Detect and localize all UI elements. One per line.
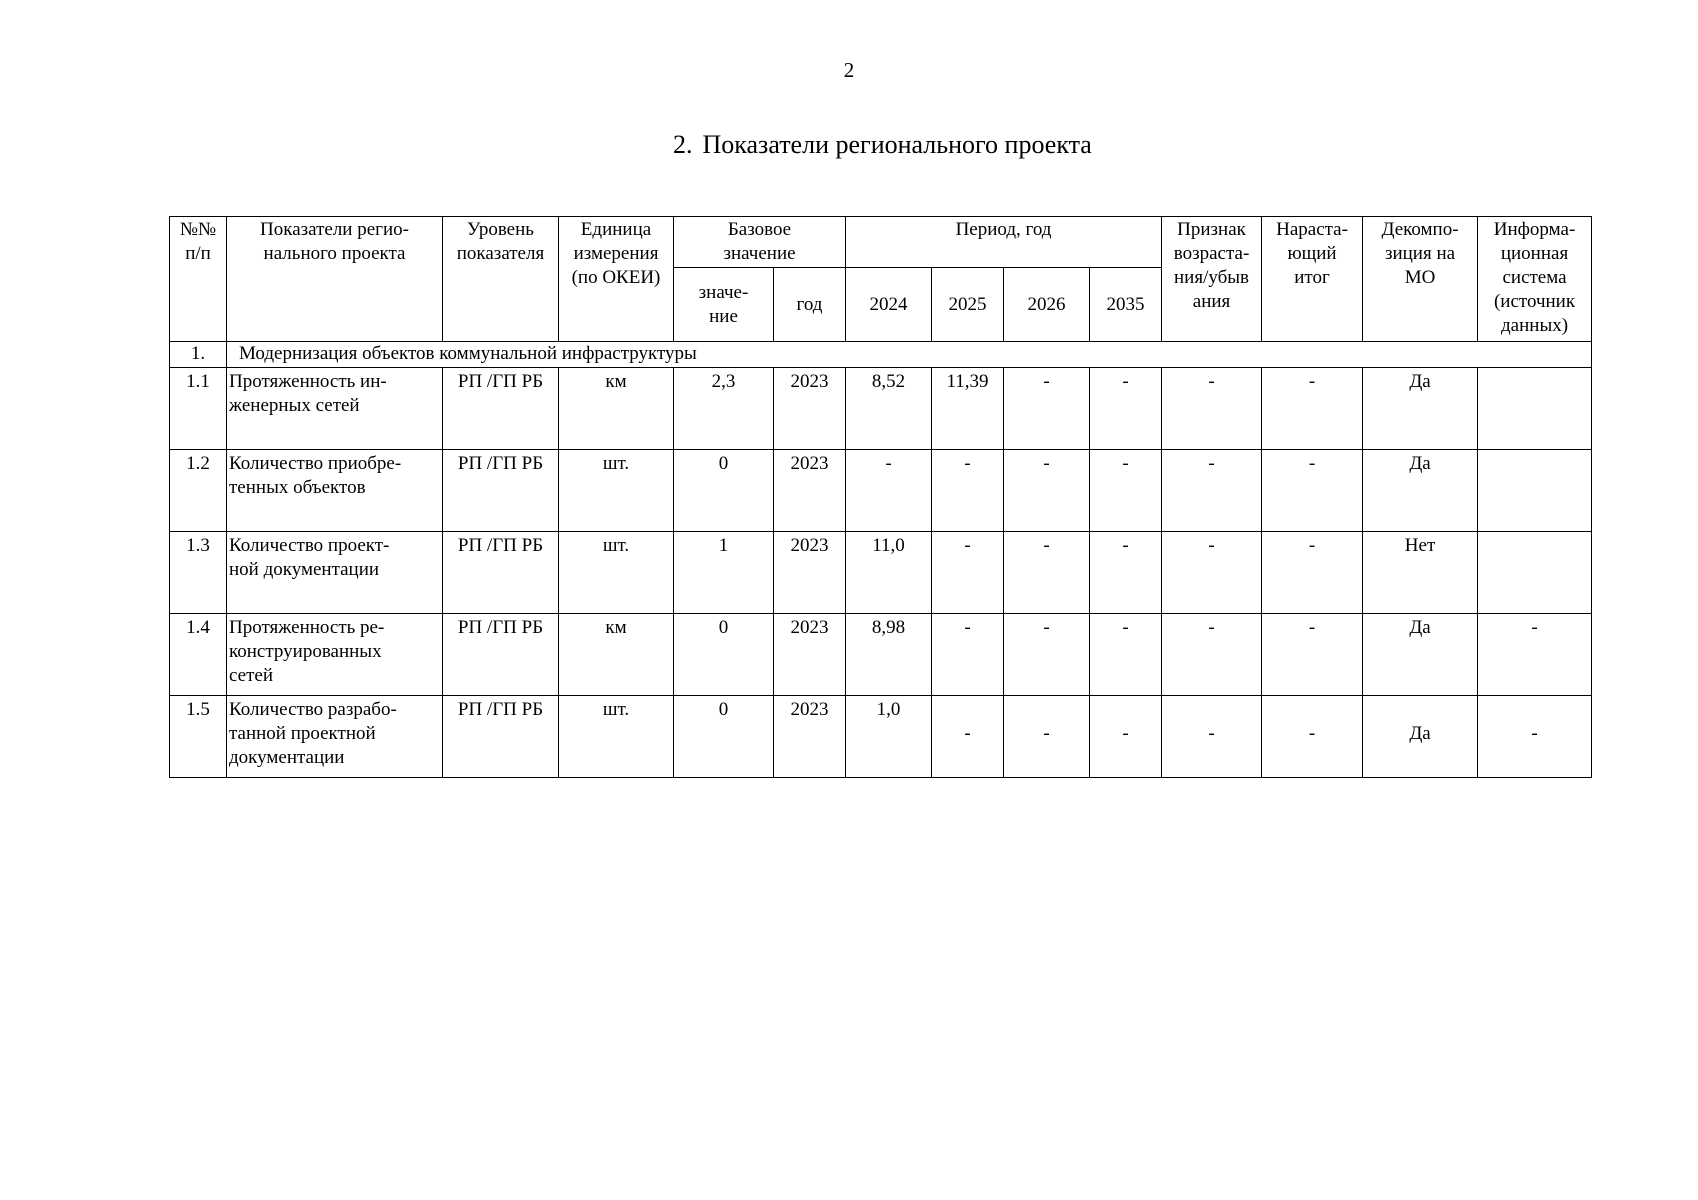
header-year-2026: 2026	[1004, 268, 1090, 342]
row-2026: -	[1004, 450, 1090, 532]
row-trend: -	[1162, 368, 1262, 450]
table-row	[170, 614, 1592, 696]
row-decomposition: Да	[1363, 368, 1478, 450]
header-trend: Признак возраста- ния/убыв ания	[1162, 217, 1262, 342]
row-base-value: 0	[674, 450, 774, 532]
row-base-value: 0	[674, 614, 774, 696]
header-year-2025: 2025	[932, 268, 1004, 342]
row-2035: -	[1090, 450, 1162, 532]
header-year-2024: 2024	[846, 268, 932, 342]
row-base-value: 1	[674, 532, 774, 614]
row-decomposition: Да	[1363, 450, 1478, 532]
row-2025: -	[932, 532, 1004, 614]
row-2024: 11,0	[846, 532, 932, 614]
header-indicator: Показатели регио- нального проекта	[227, 217, 443, 342]
header-level: Уровень показателя	[443, 217, 559, 342]
row-name: Протяженность ре- конструированных сетей	[227, 614, 443, 696]
table-row	[170, 696, 1592, 778]
header-cumulative: Нараста- ющий итог	[1262, 217, 1363, 342]
row-num: 1.3	[170, 532, 227, 614]
row-2026: -	[1004, 614, 1090, 696]
row-2025: -	[932, 450, 1004, 532]
header-unit: Единица измерения (по ОКЕИ)	[559, 217, 674, 342]
row-2035: -	[1090, 532, 1162, 614]
row-2035: -	[1090, 614, 1162, 696]
row-info-system: -	[1478, 614, 1592, 696]
row-num: 1.4	[170, 614, 227, 696]
row-name: Количество проект- ной документации	[227, 532, 443, 614]
header-period: Период, год	[846, 217, 1162, 268]
row-trend: -	[1162, 696, 1262, 778]
row-name: Количество разрабо- танной проектной документации	[227, 696, 443, 778]
table-row	[170, 532, 1592, 614]
row-decomposition: Да	[1363, 696, 1478, 778]
row-info-system: -	[1478, 696, 1592, 778]
row-2024: -	[846, 450, 932, 532]
row-cumulative: -	[1262, 696, 1363, 778]
header-decomposition: Декомпо- зиция на МО	[1363, 217, 1478, 342]
row-2025: -	[932, 614, 1004, 696]
section-row	[170, 342, 1592, 368]
row-level: РП /ГП РБ	[443, 368, 559, 450]
row-level: РП /ГП РБ	[443, 614, 559, 696]
row-cumulative: -	[1262, 450, 1363, 532]
row-2024: 8,52	[846, 368, 932, 450]
page-number: 2	[843, 58, 855, 82]
row-info-system	[1478, 450, 1592, 532]
row-info-system	[1478, 532, 1592, 614]
row-cumulative: -	[1262, 532, 1363, 614]
header-base-value: значе- ние	[674, 268, 774, 342]
section-title-text: Показатели регионального проекта	[702, 130, 1092, 159]
row-cumulative: -	[1262, 614, 1363, 696]
section-number: 2.	[673, 130, 693, 159]
row-base-year: 2023	[774, 614, 846, 696]
section-row-number: 1.	[170, 342, 227, 368]
row-base-year: 2023	[774, 532, 846, 614]
row-unit: км	[559, 368, 674, 450]
row-level: РП /ГП РБ	[443, 450, 559, 532]
row-level: РП /ГП РБ	[443, 532, 559, 614]
header-num: №№ п/п	[170, 217, 227, 342]
row-unit: км	[559, 614, 674, 696]
row-2035: -	[1090, 696, 1162, 778]
row-2025: 11,39	[932, 368, 1004, 450]
table-header-row	[170, 217, 1592, 268]
section-title	[673, 130, 1092, 160]
row-base-value: 0	[674, 696, 774, 778]
row-unit: шт.	[559, 450, 674, 532]
row-num: 1.2	[170, 450, 227, 532]
row-cumulative: -	[1262, 368, 1363, 450]
row-trend: -	[1162, 532, 1262, 614]
row-name: Количество приобре- тенных объектов	[227, 450, 443, 532]
row-num: 1.5	[170, 696, 227, 778]
row-2024: 8,98	[846, 614, 932, 696]
row-decomposition: Нет	[1363, 532, 1478, 614]
row-base-year: 2023	[774, 368, 846, 450]
indicators-table	[169, 216, 1592, 778]
row-2026: -	[1004, 696, 1090, 778]
header-base: Базовое значение	[674, 217, 846, 268]
row-decomposition: Да	[1363, 614, 1478, 696]
row-2035: -	[1090, 368, 1162, 450]
row-name: Протяженность ин- женерных сетей	[227, 368, 443, 450]
row-num: 1.1	[170, 368, 227, 450]
header-year-2035: 2035	[1090, 268, 1162, 342]
row-2024: 1,0	[846, 696, 932, 778]
header-info-system: Информа- ционная система (источник данных)	[1478, 217, 1592, 342]
row-trend: -	[1162, 614, 1262, 696]
row-2025: -	[932, 696, 1004, 778]
row-trend: -	[1162, 450, 1262, 532]
row-unit: шт.	[559, 696, 674, 778]
row-2026: -	[1004, 532, 1090, 614]
header-base-year: год	[774, 268, 846, 342]
table-row	[170, 368, 1592, 450]
row-info-system	[1478, 368, 1592, 450]
row-base-year: 2023	[774, 696, 846, 778]
section-row-title: Модернизация объектов коммунальной инфраструктуры	[227, 342, 1592, 368]
row-base-year: 2023	[774, 450, 846, 532]
row-level: РП /ГП РБ	[443, 696, 559, 778]
row-base-value: 2,3	[674, 368, 774, 450]
row-2026: -	[1004, 368, 1090, 450]
row-unit: шт.	[559, 532, 674, 614]
table-row	[170, 450, 1592, 532]
